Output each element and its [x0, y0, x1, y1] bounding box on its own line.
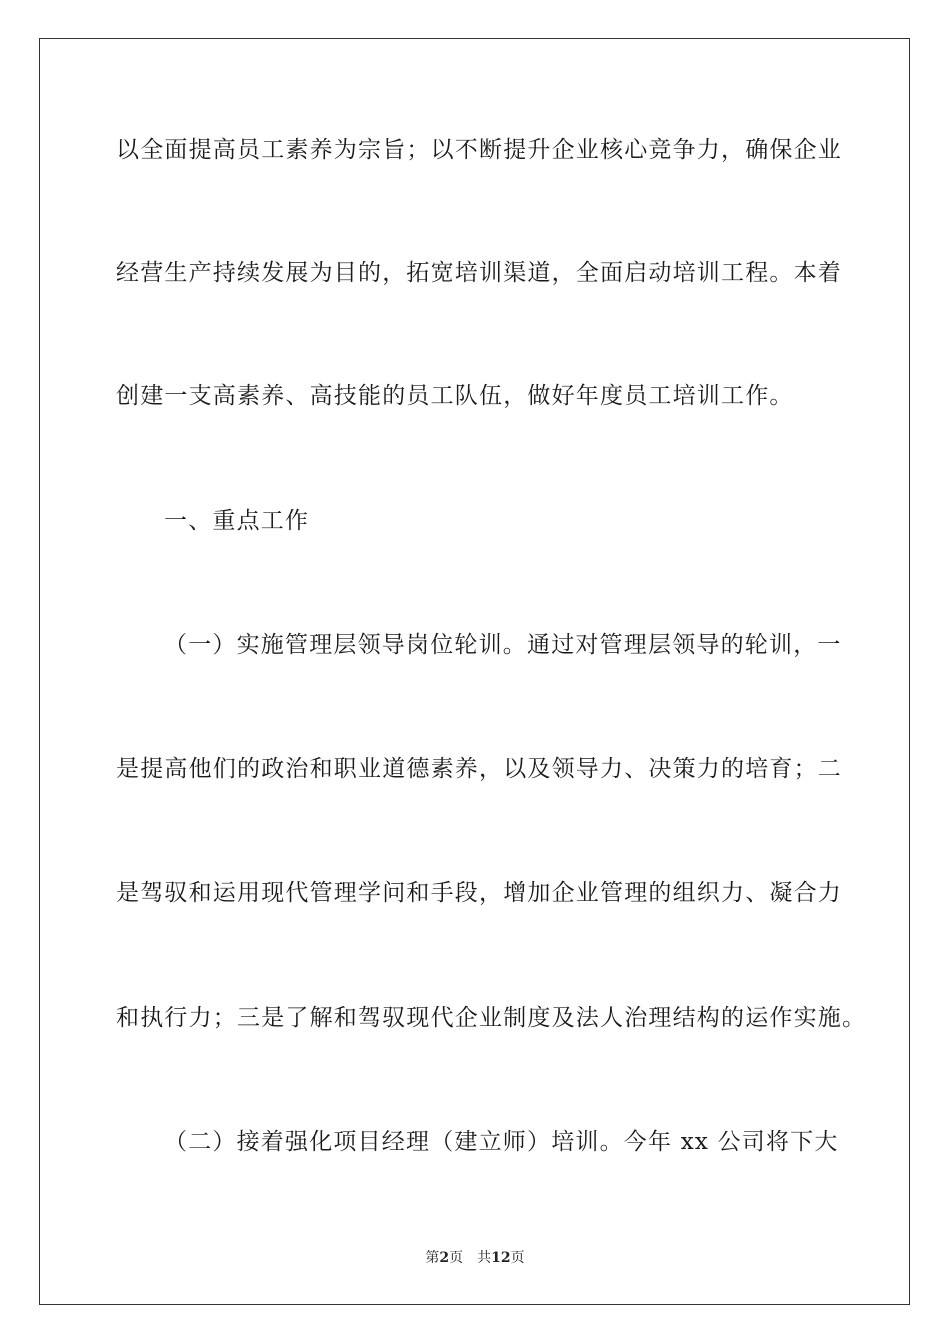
paragraph-line: 创建一支高素养、高技能的员工队伍，做好年度员工培训工作。 [116, 383, 794, 409]
paragraph-line: 和执行力；三是了解和驾驭现代企业制度及法人治理结构的运作实施。 [116, 1005, 867, 1031]
page-footer [0, 1247, 950, 1267]
footer-page-suffix: 页 [449, 1250, 464, 1266]
footer-page-prefix: 第 [425, 1250, 440, 1266]
paragraph-line: （一）实施管理层领导岗位轮训。通过对管理层领导的轮训，一 [164, 632, 842, 658]
paragraph-line: 以全面提高员工素养为宗旨；以不断提升企业核心竞争力，确保企业 [116, 137, 842, 163]
paragraph-line: （二）接着强化项目经理（建立师）培训。今年 xx 公司将下大 [164, 1129, 839, 1155]
footer-total-prefix: 共 [477, 1250, 492, 1266]
paragraph-line: 是驾驭和运用现代管理学问和手段，增加企业管理的组织力、凝合力 [116, 880, 842, 906]
paragraph-line: 经营生产持续发展为目的，拓宽培训渠道，全面启动培训工程。本着 [116, 260, 842, 286]
footer-total-pages: 12 [491, 1250, 511, 1266]
paragraph-line: 是提高他们的政治和职业道德素养，以及领导力、决策力的培育；二 [116, 756, 842, 782]
footer-current-page: 2 [439, 1250, 450, 1266]
section-heading: 一、重点工作 [164, 508, 310, 534]
page-border [39, 38, 910, 1305]
footer-total-suffix: 页 [510, 1250, 525, 1266]
